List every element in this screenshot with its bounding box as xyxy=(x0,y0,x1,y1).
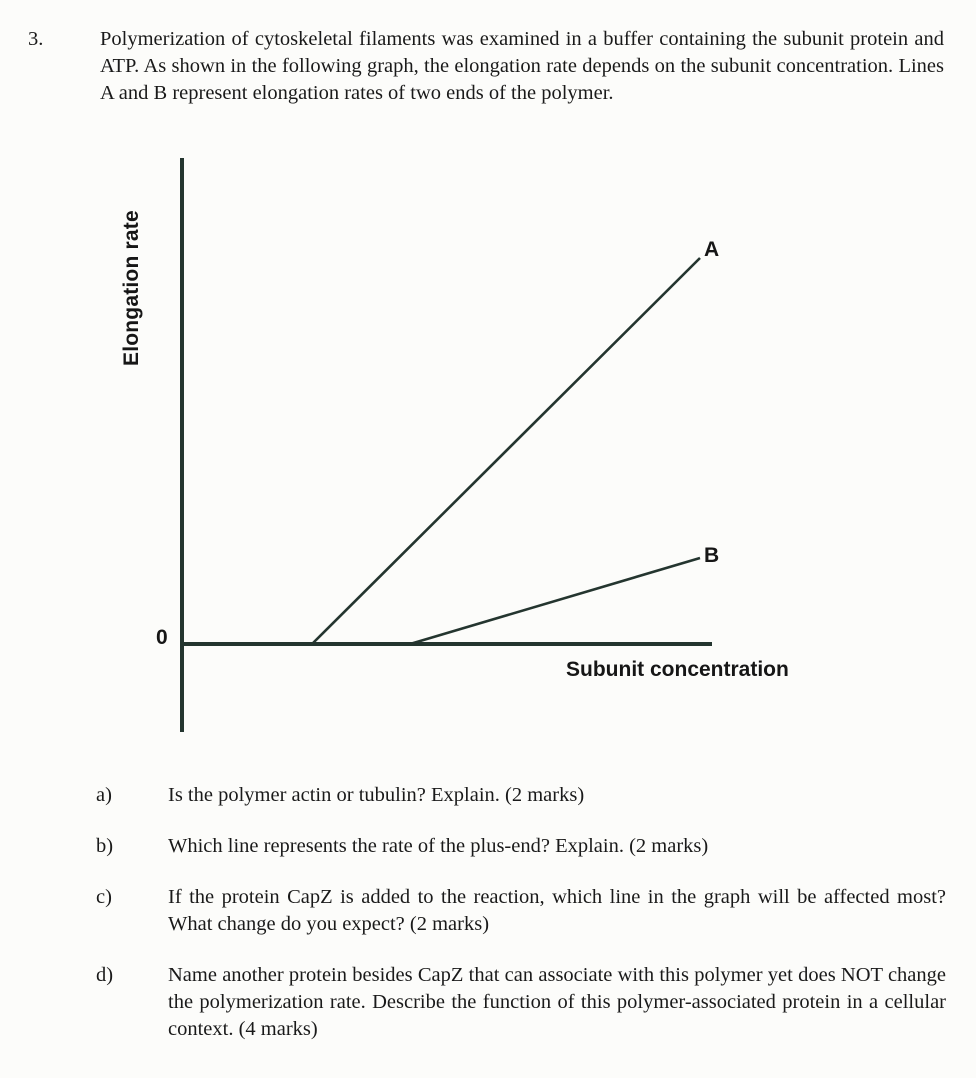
subquestion-text: Name another protein besides CapZ that can associate with this polymer yet does NOT change the polymerization rate. Describe the function of this polymer-associated protein in a cellular context. (4 marks) xyxy=(168,964,946,1040)
series-label-a: A xyxy=(704,238,720,261)
elongation-rate-chart xyxy=(100,148,920,758)
question-number: 3. xyxy=(28,28,44,50)
series-line-b xyxy=(410,558,700,644)
subquestion-letter: d) xyxy=(96,964,114,986)
origin-label: 0 xyxy=(156,626,168,649)
question-stem-text: Polymerization of cytoskeletal filaments was examined in a buffer containing the subunit protein and ATP. As shown in the following graph, the elongation rate depends on the subunit concentration. Lines A and B represent elongation rates of two ends of the polymer. xyxy=(100,28,944,104)
y-axis-label: Elongation rate xyxy=(120,210,143,366)
subquestion-text: If the protein CapZ is added to the reaction, which line in the graph will be affected most? What change do you expect? (2 marks) xyxy=(168,886,946,935)
subquestion-letter: b) xyxy=(96,835,114,857)
subquestion-text: Is the polymer actin or tubulin? Explain. (2 marks) xyxy=(168,784,585,806)
question-stem xyxy=(28,26,948,107)
series-label-b: B xyxy=(704,544,720,567)
subquestion-a xyxy=(96,782,946,809)
subquestion-b xyxy=(96,833,946,860)
subquestion-letter: a) xyxy=(96,784,112,806)
chart-svg xyxy=(100,148,920,758)
subquestion-c xyxy=(96,884,946,938)
subquestion-letter: c) xyxy=(96,886,112,908)
subquestion-text: Which line represents the rate of the plus-end? Explain. (2 marks) xyxy=(168,835,709,857)
subquestion-list xyxy=(96,782,946,1043)
series-line-a xyxy=(312,258,700,644)
subquestion-d xyxy=(96,962,946,1043)
x-axis-label: Subunit concentration xyxy=(566,658,789,681)
